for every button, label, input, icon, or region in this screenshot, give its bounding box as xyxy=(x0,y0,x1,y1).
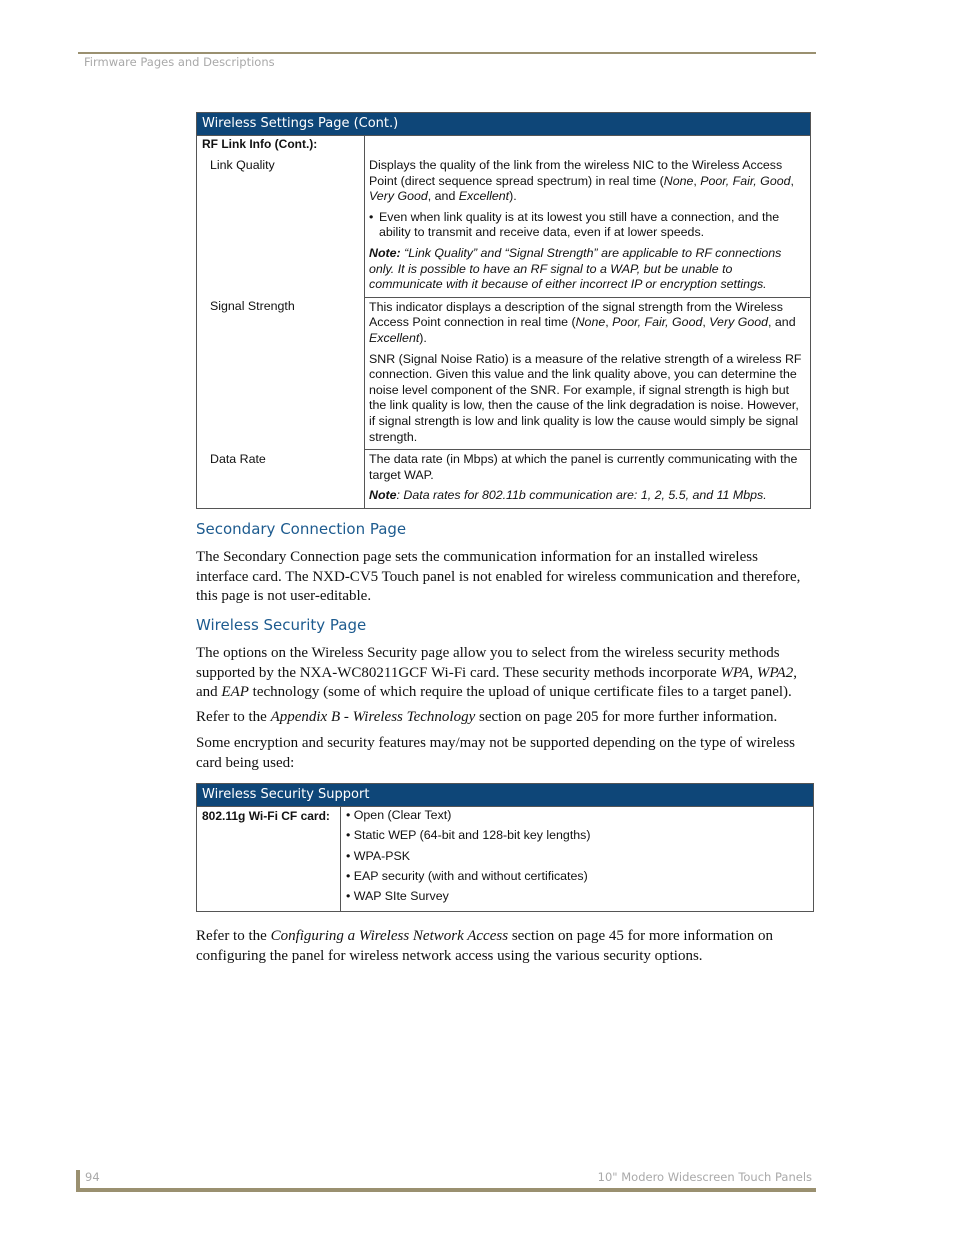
list-item: • WAP SIte Survey xyxy=(346,889,449,904)
wireless-security-body: The options on the Wireless Security page allow you to select from the wireless security methods supported by the NXA-WC80211GCF Wi-Fi card. These security methods incorporate WPA, WPA2, and EAP technology (some of which require the upload of unique certificate files to a target panel). xyxy=(196,645,797,700)
secondary-connection-heading: Secondary Connection Page xyxy=(196,520,407,538)
table-row xyxy=(197,450,811,509)
row-description xyxy=(365,156,811,297)
table-row xyxy=(197,297,811,449)
row-label: Signal Strength xyxy=(197,297,365,449)
header-rule xyxy=(78,52,816,54)
table-title: Wireless Security Support xyxy=(197,784,814,807)
list-item: • EAP security (with and without certificates) xyxy=(346,868,588,883)
wireless-settings-table xyxy=(196,112,811,509)
link-quality-text: Displays the quality of the link from the wireless NIC to the Wireless Access Point (direct sequence spread spectrum) in real time (None, Poor, Fair, Good, Very Good, and Excellent). xyxy=(369,158,794,204)
page-number: 94 xyxy=(85,1170,100,1184)
table-row xyxy=(197,156,811,297)
wireless-security-support-table xyxy=(196,783,814,912)
note: Note: Data rates for 802.11b communication are: 1, 2, 5.5, and 11 Mbps. xyxy=(369,488,767,503)
data-rate-text: The data rate (in Mbps) at which the panel is currently communicating with the target WAP. xyxy=(369,452,798,482)
row-description xyxy=(365,297,811,449)
card-type-label: 802.11g Wi-Fi CF card: xyxy=(197,807,341,912)
secondary-connection-body: The Secondary Connection page sets the communication information for an installed wireless interface card. The NXD-CV5 Touch panel is not enabled for wireless communication and therefore, this page is not user-editable. xyxy=(196,549,801,604)
appendix-reference: Refer to the Appendix B - Wireless Technology section on page 205 for more further information. xyxy=(196,709,778,725)
list-item: • Even when link quality is at its lowest you still have a connection, and the ability to transmit and receive data, even if at lower speeds. xyxy=(369,209,780,240)
closing-paragraph: Refer to the Configuring a Wireless Network Access section on page 45 for more information on configuring the panel for wireless network access using the various security options. xyxy=(196,928,773,964)
encryption-note: Some encryption and security features may/may not be supported depending on the type of wireless card being used: xyxy=(196,735,796,771)
row-label: Link Quality xyxy=(197,156,365,297)
footer-rule xyxy=(78,1188,816,1192)
list-item: • Static WEP (64-bit and 128-bit key lengths) xyxy=(346,828,591,843)
list-item: • Open (Clear Text) xyxy=(346,808,452,822)
note: Note: “Link Quality” and “Signal Strength” are applicable to RF connections only. It is possible to have an RF signal to a WAP, but be unable to communicate with it because of either incorrect IP or encryption settings. xyxy=(369,245,782,292)
signal-strength-text: This indicator displays a description of the signal strength from the Wireless Access Point connection in real time (None, Poor, Fair, Good, Very Good, and Excellent). xyxy=(369,299,796,345)
table-row xyxy=(197,807,814,912)
section-label: RF Link Info (Cont.): xyxy=(197,136,365,157)
snr-text: SNR (Signal Noise Ratio) is a measure of the relative strength of a wireless RF connection. Given this value and the link quality above, you can determine the noise level component of the SNR. For example, if signal strength is high but the link quality is low, then the cause of the link degradation is noise. However, if signal strength is low and link quality is low the cause would simply be signal strength. xyxy=(369,351,802,444)
list-item: • WPA-PSK xyxy=(346,848,411,863)
footer-title: 10" Modero Widescreen Touch Panels xyxy=(597,1170,812,1184)
running-header: Firmware Pages and Descriptions xyxy=(84,55,275,69)
row-label: Data Rate xyxy=(197,450,365,509)
wireless-security-heading: Wireless Security Page xyxy=(196,616,367,634)
row-description xyxy=(365,450,811,509)
table-title: Wireless Settings Page (Cont.) xyxy=(197,113,811,136)
empty-cell xyxy=(365,136,811,157)
security-options-list xyxy=(341,807,814,912)
